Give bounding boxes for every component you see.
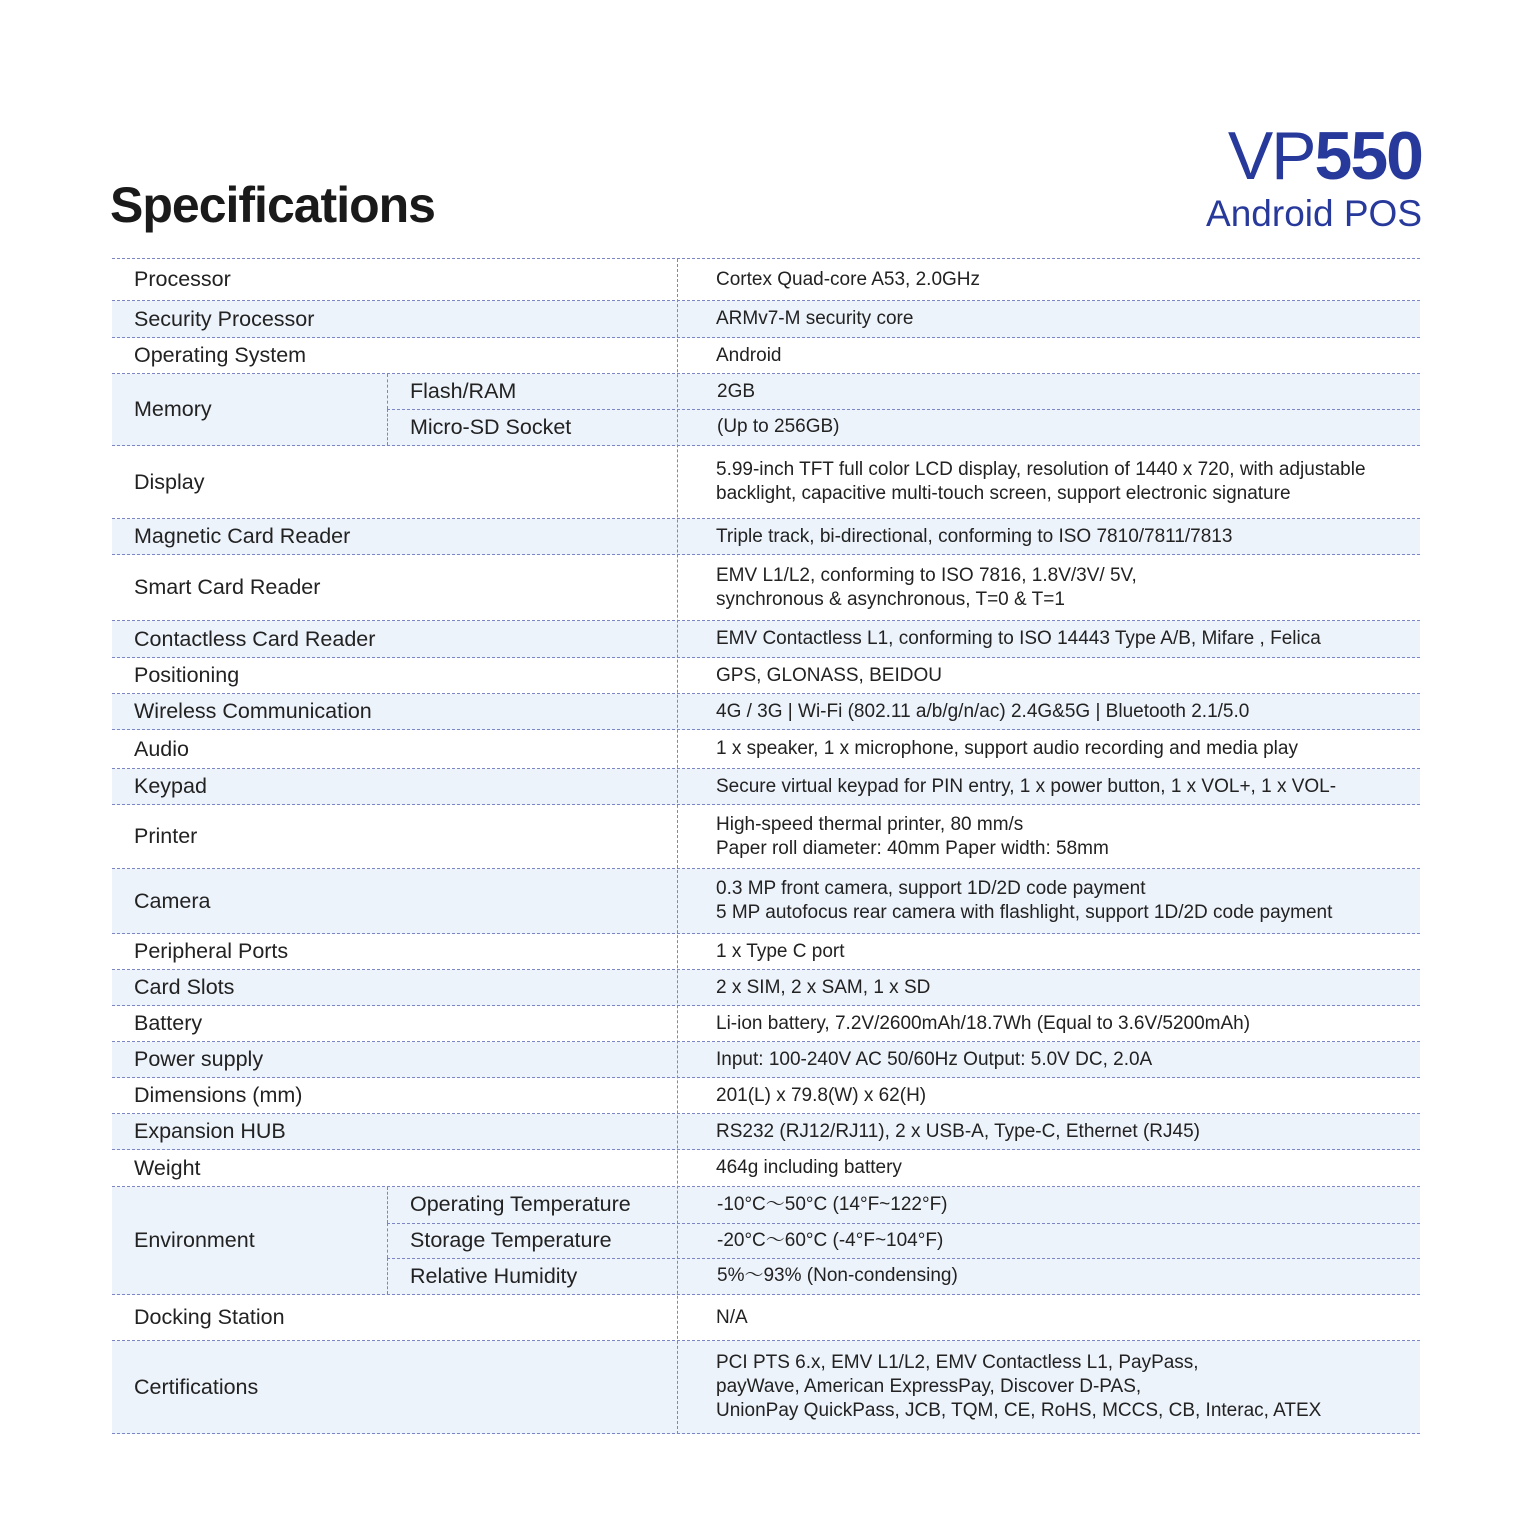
spec-sublabel: Operating Temperature [410,1192,631,1217]
spec-row [112,1114,1420,1150]
product-brand [1206,118,1422,234]
spec-value-line: ARMv7-M security core [716,308,914,329]
spec-value-line: Android [716,344,782,366]
spec-label: Keypad [134,774,207,798]
spec-value-line: -20°C～60°C (-4°F~104°F) [717,1229,944,1251]
spec-label: Dimensions (mm) [134,1083,303,1107]
spec-label: Smart Card Reader [134,575,321,599]
spec-label: Camera [134,888,211,913]
spec-value [716,301,1420,337]
spec-value [716,446,1420,518]
spec-label: Expansion HUB [134,1119,286,1143]
spec-value [716,658,1420,693]
spec-value [716,1042,1420,1077]
spec-value [716,1150,1420,1186]
spec-table [112,258,1420,1434]
spec-value [716,694,1420,729]
spec-value-line: 0.3 MP front camera, support 1D/2D code payment [716,878,1146,899]
spec-subrows [387,1187,1420,1294]
column-divider [677,259,678,1434]
spec-row [112,519,1420,555]
spec-value-line: payWave, American ExpressPay, Discover D-PAS, [716,1376,1142,1397]
spec-row [112,446,1420,519]
spec-value-line: 2GB [717,380,756,402]
product-subtitle: Android POS [1206,193,1422,234]
spec-value [717,1259,1420,1294]
spec-value [717,1187,1420,1223]
spec-value [717,410,1420,444]
spec-row [112,658,1420,694]
spec-label: Card Slots [134,975,235,999]
spec-row [112,970,1420,1006]
spec-value-line: (Up to 256GB) [717,416,840,438]
spec-label: Power supply [134,1047,264,1071]
spec-label: Processor [134,267,231,291]
spec-label: Peripheral Ports [134,939,289,963]
spec-row [112,555,1420,621]
spec-row [112,1078,1420,1114]
spec-row [112,259,1420,301]
spec-label: Positioning [134,663,240,687]
spec-value [716,730,1420,768]
spec-row [112,730,1420,769]
spec-value-line: Li-ion battery, 7.2V/2600mAh/18.7Wh (Equal to 3.6V/5200mAh) [716,1012,1251,1034]
spec-value-line: Cortex Quad-core A53, 2.0GHz [716,268,981,290]
spec-value [716,621,1420,657]
spec-value-line: 2 x SIM, 2 x SAM, 1 x SD [716,976,931,998]
model-number: 550 [1314,118,1422,194]
spec-value [716,338,1420,373]
spec-label: Certifications [134,1374,259,1399]
spec-value-line: 201(L) x 79.8(W) x 62(H) [716,1084,927,1106]
spec-value-line: 5.99-inch TFT full color LCD display, resolution of 1440 x 720, with adjustable [716,459,1366,480]
page-title: Specifications [110,177,435,233]
spec-row [112,374,1420,446]
spec-row [112,1042,1420,1078]
spec-value-line: N/A [716,1306,748,1328]
spec-row [112,338,1420,374]
spec-value-line: Paper roll diameter: 40mm Paper width: 58mm [716,837,1109,859]
spec-label: Security Processor [134,306,315,331]
spec-value [716,259,1420,300]
spec-value-line: 1 x Type C port [716,940,845,962]
spec-row [112,1295,1420,1341]
spec-value-line: UnionPay QuickPass, JCB, TQM, CE, RoHS, MCCS, CB, Interac, ATEX [716,1400,1322,1421]
product-model [1206,118,1422,194]
spec-value [716,769,1420,804]
spec-label: Environment [134,1228,255,1252]
spec-row [112,301,1420,338]
spec-value-line: EMV L1/L2, conforming to ISO 7816, 1.8V/3V/ 5V, [716,564,1137,586]
spec-value-line: High-speed thermal printer, 80 mm/s [716,813,1024,835]
spec-value-line: 464g including battery [716,1157,902,1178]
spec-label: Magnetic Card Reader [134,524,351,548]
spec-label: Contactless Card Reader [134,626,376,651]
spec-sublabel: Flash/RAM [410,379,517,404]
spec-value-line: -10°C～50°C (14°F~122°F) [717,1193,948,1215]
spec-label: Docking Station [134,1305,285,1329]
spec-value [716,970,1420,1005]
spec-sublabel: Relative Humidity [410,1263,578,1288]
spec-value [716,555,1420,620]
spec-subrow [387,1187,1420,1223]
spec-value-line: synchronous & asynchronous, T=0 & T=1 [716,588,1065,610]
spec-value-line: 5 MP autofocus rear camera with flashlight, support 1D/2D code payment [716,902,1333,923]
spec-row [112,869,1420,934]
spec-subrow [387,374,1420,409]
spec-value [716,934,1420,969]
spec-row [112,621,1420,658]
spec-value-line: Input: 100-240V AC 50/60Hz Output: 5.0V DC, 2.0A [716,1048,1153,1070]
spec-row [112,1341,1420,1434]
spec-row [112,1187,1420,1295]
spec-label: Audio [134,736,189,761]
spec-label: Memory [134,397,212,421]
spec-sublabel: Storage Temperature [410,1228,612,1253]
model-prefix: VP [1227,118,1315,194]
spec-row [112,1006,1420,1042]
spec-value [716,1341,1420,1433]
spec-value-line: GPS, GLONASS, BEIDOU [716,664,942,686]
spec-value [716,1006,1420,1041]
spec-label: Wireless Communication [134,699,372,723]
spec-row [112,934,1420,970]
spec-value-line: 5%～93% (Non-condensing) [717,1265,958,1287]
spec-label: Battery [134,1011,203,1035]
spec-row [112,805,1420,869]
spec-value [716,805,1420,868]
spec-row [112,1150,1420,1187]
spec-value [716,1295,1420,1340]
spec-value [717,1224,1420,1259]
spec-value [716,869,1420,933]
spec-value-line: 1 x speaker, 1 x microphone, support audio recording and media play [716,738,1298,759]
spec-label: Operating System [134,343,307,367]
spec-sublabel: Micro-SD Socket [410,414,572,439]
spec-value [717,374,1420,409]
spec-label: Printer [134,824,198,848]
spec-value-line: Triple track, bi-directional, conforming to ISO 7810/7811/7813 [716,525,1233,547]
spec-value-line: PCI PTS 6.x, EMV L1/L2, EMV Contactless L1, PayPass, [716,1352,1199,1373]
spec-value-line: EMV Contactless L1, conforming to ISO 14443 Type A/B, Mifare , Felica [716,628,1321,649]
spec-subrow [387,1223,1420,1259]
spec-label: Weight [134,1155,201,1180]
spec-value-line: Secure virtual keypad for PIN entry, 1 x power button, 1 x VOL+, 1 x VOL- [716,775,1337,797]
spec-value-line: 4G / 3G | Wi-Fi (802.11 a/b/g/n/ac) 2.4G&5G | Bluetooth 2.1/5.0 [716,700,1250,722]
spec-row [112,694,1420,730]
spec-label: Display [134,469,205,494]
spec-value [716,519,1420,554]
spec-value [716,1114,1420,1149]
spec-value-line: RS232 (RJ12/RJ11), 2 x USB-A, Type-C, Ethernet (RJ45) [716,1120,1200,1142]
spec-subrows [387,374,1420,445]
spec-subrow [387,1258,1420,1294]
spec-subrow [387,409,1420,444]
spec-value-line: backlight, capacitive multi-touch screen, support electronic signature [716,483,1291,504]
spec-value [716,1078,1420,1113]
spec-row [112,769,1420,805]
